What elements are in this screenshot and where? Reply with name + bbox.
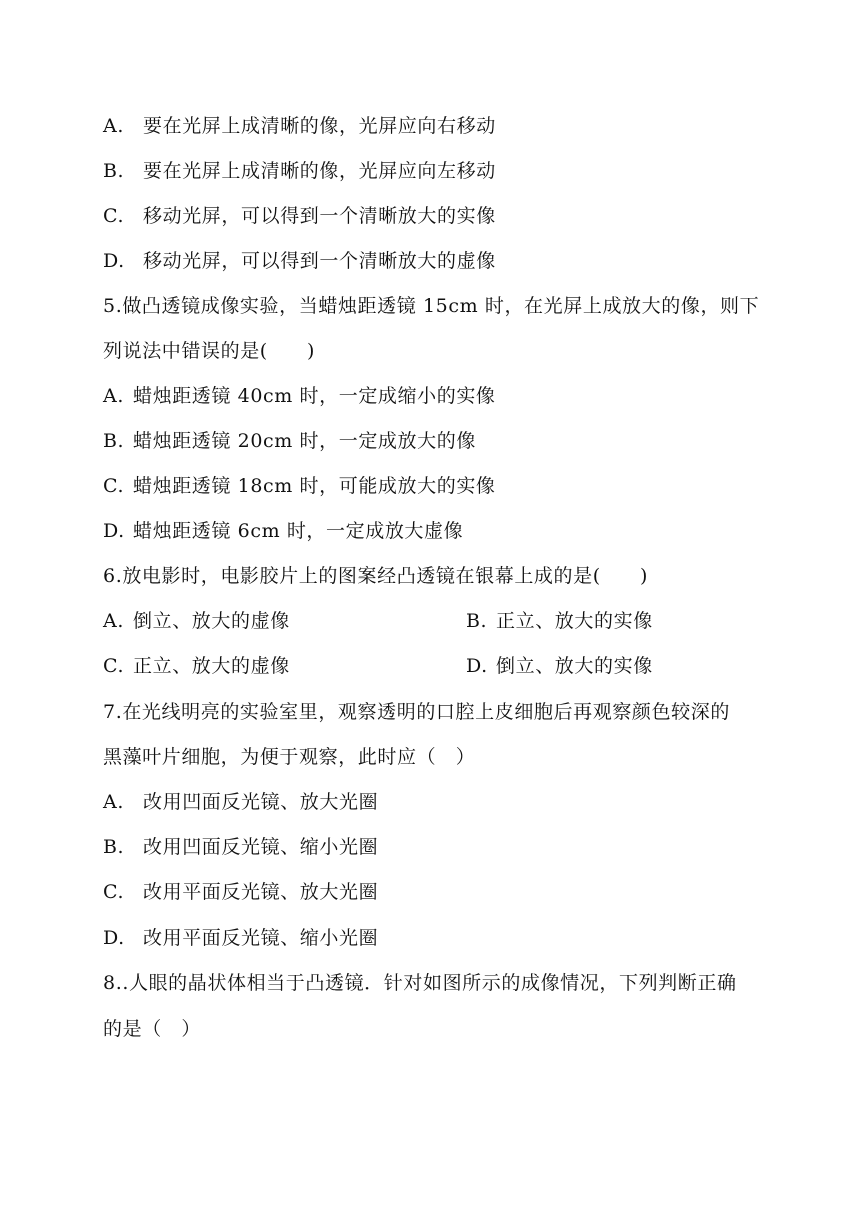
q4-option-a (103, 114, 496, 138)
option-label: A. (103, 610, 124, 632)
q6-option-d (466, 654, 653, 678)
q4-option-c (103, 204, 496, 228)
option-text: 蜡烛距透镜 40cm 时，一定成缩小的实像 (133, 385, 496, 407)
q5-option-c (103, 474, 496, 498)
option-text: 蜡烛距透镜 18cm 时，可能成放大的实像 (133, 475, 496, 497)
option-label: A. (103, 791, 124, 813)
q7-option-b (103, 835, 378, 859)
option-text: 要在光屏上成清晰的像，光屏应向右移动 (143, 115, 496, 137)
q7-stem-line-2: 黑藻叶片细胞，为便于观察，此时应（ ） (103, 746, 476, 768)
q7-stem-line-1: 7.在光线明亮的实验室里，观察透明的口腔上皮细胞后再观察颜色较深的 (103, 701, 730, 723)
q7-option-c (103, 880, 378, 904)
option-label: A. (103, 385, 124, 407)
option-text: 正立、放大的实像 (496, 610, 653, 632)
option-label: D. (103, 250, 125, 272)
q8-stem-line-2: 的是（ ） (103, 1018, 202, 1040)
option-label: C. (103, 205, 125, 227)
q5-option-d (103, 519, 463, 543)
option-text: 倒立、放大的虚像 (133, 610, 290, 632)
q7-option-a (103, 790, 378, 814)
option-label: D. (103, 520, 125, 542)
option-label: B. (103, 836, 125, 858)
option-text: 改用平面反光镜、缩小光圈 (143, 927, 379, 949)
q6-option-b (466, 609, 653, 633)
option-text: 蜡烛距透镜 20cm 时，一定成放大的像 (133, 430, 476, 452)
q5-stem-line-2: 列说法中错误的是( ) (103, 340, 316, 362)
option-label: C. (103, 881, 125, 903)
option-label: A. (103, 115, 124, 137)
option-text: 改用平面反光镜、放大光圈 (143, 881, 379, 903)
option-text: 移动光屏，可以得到一个清晰放大的实像 (143, 205, 496, 227)
option-text: 倒立、放大的实像 (496, 655, 653, 677)
q4-option-d (103, 249, 496, 273)
q6-option-a (103, 609, 290, 633)
q6-option-c (103, 654, 290, 678)
q5-option-b (103, 429, 476, 453)
option-label: B. (103, 160, 125, 182)
q8-stem-line-1: 8..人眼的晶状体相当于凸透镜．针对如图所示的成像情况，下列判断正确 (103, 972, 737, 994)
option-label: B. (103, 430, 125, 452)
option-text: 要在光屏上成清晰的像，光屏应向左移动 (143, 160, 496, 182)
q5-stem-line-1: 5.做凸透镜成像实验，当蜡烛距透镜 15cm 时，在光屏上成放大的像，则下 (103, 295, 760, 317)
option-label: D. (466, 655, 488, 677)
option-label: C. (103, 655, 125, 677)
option-text: 移动光屏，可以得到一个清晰放大的虚像 (143, 250, 496, 272)
option-label: C. (103, 475, 125, 497)
option-text: 改用凹面反光镜、缩小光圈 (143, 836, 379, 858)
q6-stem: 6.放电影时，电影胶片上的图案经凸透镜在银幕上成的是( ) (103, 565, 648, 587)
q4-option-b (103, 159, 496, 183)
option-label: D. (103, 927, 125, 949)
q5-option-a (103, 384, 496, 408)
option-label: B. (466, 610, 488, 632)
option-text: 蜡烛距透镜 6cm 时，一定成放大虚像 (133, 520, 464, 542)
option-text: 改用凹面反光镜、放大光圈 (143, 791, 379, 813)
option-text: 正立、放大的虚像 (133, 655, 290, 677)
q7-option-d (103, 926, 378, 950)
